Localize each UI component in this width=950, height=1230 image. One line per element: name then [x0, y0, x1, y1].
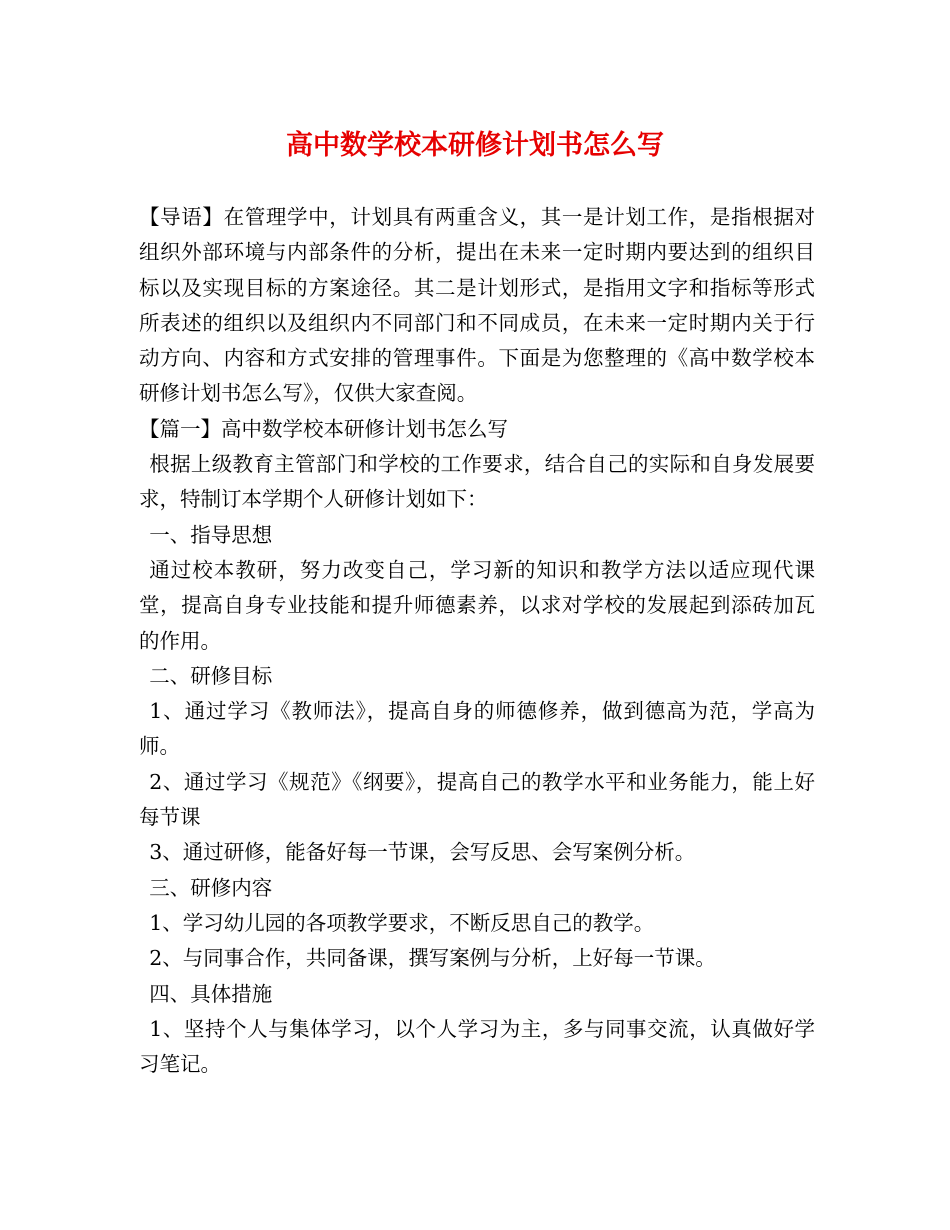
list-item: 1、坚持个人与集体学习，以个人学习为主，多与同事交流，认真做好学习笔记。 — [139, 1016, 815, 1077]
document-title: 高中数学校本研修计划书怎么写 — [286, 130, 664, 161]
section-heading: 一、指导思想 — [149, 522, 273, 547]
list-item: 1、通过学习《教师法》，提高自身的师德修养，做到德高为范，学高为师。 — [139, 699, 815, 759]
section-heading-part-one: 【篇一】高中数学校本研修计划书怎么写 — [139, 416, 508, 441]
list-item: 1、学习幼儿园的各项教学要求，不断反思自己的教学。 — [149, 910, 655, 935]
document-body — [139, 200, 815, 1082]
section-heading: 四、具体措施 — [149, 981, 273, 1006]
list-item: 3、通过研修，能备好每一节课，会写反思、会写案例分析。 — [149, 840, 696, 865]
paragraph: 通过校本教研，努力改变自己，学习新的知识和教学方法以适应现代课堂，提高自身专业技能和提升师德素养，以求对学校的发展起到添砖加瓦的作用。 — [139, 557, 815, 653]
section-heading: 三、研修内容 — [149, 875, 273, 900]
paragraph-intro: 【导语】在管理学中，计划具有两重含义，其一是计划工作，是指根据对组织外部环境与内部条件的分析，提出在未来一定时期内要达到的组织目标以及实现目标的方案途径。其二是计划形式，是指用文字和指标等形式所表述的组织以及组织内不同部门和不同成员，在未来一定时期内关于行动方向、内容和方式安排的管理事件。下面是为您整理的《高中数学校本研修计划书怎么写》，仅供大家查阅。 — [139, 205, 815, 406]
paragraph: 根据上级教育主管部门和学校的工作要求，结合自己的实际和自身发展要求，特制订本学期个人研修计划如下： — [139, 452, 815, 512]
section-heading: 二、研修目标 — [149, 663, 273, 688]
list-item: 2、通过学习《规范》《纲要》，提高自己的教学水平和业务能力，能上好每节课 — [139, 769, 815, 830]
list-item: 2、与同事合作，共同备课，撰写案例与分析，上好每一节课。 — [149, 946, 716, 971]
